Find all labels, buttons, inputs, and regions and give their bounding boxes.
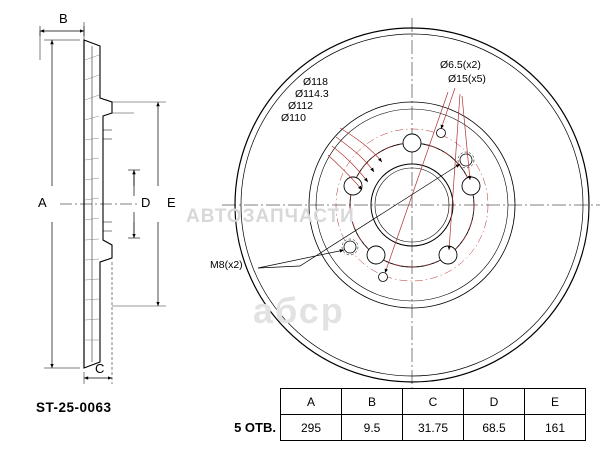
dim-label-b: B — [59, 11, 68, 26]
callout-hole-15: Ø15(x5) — [448, 73, 486, 85]
callout-thread-m8: M8(x2) — [210, 259, 243, 271]
table-header-row — [224, 389, 586, 415]
table-value-row — [224, 415, 586, 441]
callout-diameter-110: Ø110 — [281, 112, 306, 124]
callout-diameter-112: Ø112 — [288, 100, 313, 112]
dim-label-c: C — [95, 361, 105, 376]
table-value-e: 161 — [525, 415, 586, 441]
table-header-a: A — [281, 389, 342, 415]
watermark-main: АВТОЗАПЧАСТИ — [186, 206, 355, 227]
dim-label-d: D — [141, 195, 151, 210]
table-header-b: B — [342, 389, 403, 415]
table-value-a: 295 — [281, 415, 342, 441]
table-corner-cell — [224, 389, 281, 415]
table-header-e: E — [525, 389, 586, 415]
dim-label-a: A — [38, 195, 47, 210]
callout-diameter-114-3: Ø114.3 — [295, 88, 329, 100]
table-header-d: D — [464, 389, 525, 415]
callout-hole-6-5: Ø6.5(x2) — [440, 59, 481, 71]
table-value-d: 68.5 — [464, 415, 525, 441]
spec-table — [224, 388, 586, 441]
watermark-sub: абср — [253, 290, 345, 331]
table-row-label: 5 ОТВ. — [234, 420, 276, 435]
table-value-c: 31.75 — [403, 415, 464, 441]
dim-label-e: E — [167, 195, 176, 210]
table-header-c: C — [403, 389, 464, 415]
callout-diameter-118: Ø118 — [303, 76, 328, 88]
part-code: ST-25-0063 — [36, 400, 112, 415]
table-value-b: 9.5 — [342, 415, 403, 441]
